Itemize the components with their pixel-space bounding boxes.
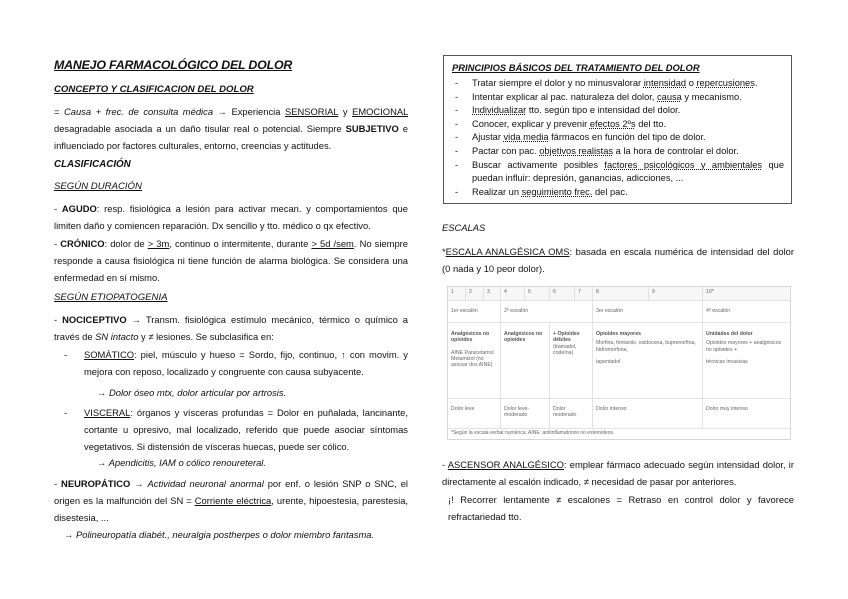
ladder-number: 10* <box>706 289 714 295</box>
somatico-example: → Dolor óseo mtx, dolor articular por artrosis. <box>97 387 287 398</box>
ladder-pain: Dolor leve <box>448 398 501 428</box>
list-item: - Tratar siempre el dolor y no minusvalorar intensidad o repercusiones. <box>444 77 790 91</box>
ladder-footnote: *Según la escala verbal numérica. AINE: antiinflamatorios no esteroideos. <box>451 430 615 436</box>
duration-heading: SEGÚN DURACIÓN <box>54 181 142 192</box>
ladder-col-2: Analgésicos no opioides <box>501 322 550 398</box>
list-item: - Ajustar vida media fármacos en función del tipo de dolor. <box>444 131 790 145</box>
principles-list <box>444 77 790 199</box>
ladder-pain: Dolor muy intenso <box>706 406 748 412</box>
oms-scale-paragraph: *ESCALA ANALGÉSICA OMS: basada en escala numérica de intensidad del dolor (0 nada y 10 peor dolor). <box>442 246 794 274</box>
ladder-number: 6 <box>550 287 575 300</box>
ladder-number: 9 <box>649 287 703 300</box>
list-item: - Pactar con pac. objetivos realistas a la hora de controlar el dolor. <box>444 145 790 159</box>
ladder-col-3: + Opioides débiles (tramadol, codeína) <box>550 322 593 398</box>
ladder-step: 1er escalón <box>448 300 501 322</box>
ladder-pain: Dolor leve-moderado <box>501 398 550 428</box>
ladder-number: 5 <box>525 287 550 300</box>
classification-heading: CLASIFICACIÓN <box>54 159 131 170</box>
ladder-step-row <box>448 300 790 323</box>
ladder-step: 3er escalón <box>593 300 703 322</box>
principles-heading: PRINCIPIOS BÁSICOS DEL TRATAMIENTO DEL DOLOR <box>452 62 700 73</box>
ladder-number: 8 <box>593 287 649 300</box>
principles-box <box>443 55 792 204</box>
etiology-heading: SEGÚN ETIOPATOGENIA <box>54 292 168 303</box>
ladder-pain: Dolor intenso <box>593 398 703 428</box>
ladder-number: 4 <box>501 287 525 300</box>
warning-paragraph: ¡! Recorrer lentamente ≠ escalones = Retraso en control dolor y favorece refractariedad tto. <box>448 494 794 522</box>
ladder-col-4: Opioides mayores Morfina, fentanilo, oxidocona, buprenorfina, hidromorfona, tapentadol <box>593 322 703 398</box>
ladder-number: 3 <box>484 287 501 300</box>
ladder-number: 2 <box>466 287 484 300</box>
visceral-term: VISCERAL <box>84 407 131 418</box>
definition-paragraph: = Causa + frec. de consulta médica → Experiencia SENSORIAL y EMOCIONAL desagradable asociada a un daño tisular real o potencial. Siempre SUBJETIVO e influenciado por factores culturales, entorno, creencias y actitudes. <box>54 106 408 151</box>
page-title: MANEJO FARMACOLÓGICO DEL DOLOR <box>54 58 293 72</box>
ladder-drug-row <box>448 322 790 399</box>
ladder-col-1: Analgésicos no opioides AINE Paracetamol Metamizol (no asociar dos AINE) <box>448 322 501 398</box>
ladder-col-5: Unidades del dolor Opioides mayores + analgésicos no opioides + técnicas invasivas <box>706 331 782 365</box>
ladder-step: 2º escalón <box>501 300 593 322</box>
visceral-example: → Apendicitis, IAM o cólico renoureteral. <box>97 457 266 468</box>
somatico-term: SOMÁTICO <box>84 349 135 360</box>
cronico-paragraph: - CRÓNICO: dolor de > 3m, continuo o intermitente, durante > 5d /sem. No siempre responde a causa fisiológica ni tiene función de alarma biológica. Se considera una enfermedad en sí mismo. <box>54 238 409 283</box>
list-item: - Realizar un seguimiento frec. del pac. <box>444 186 790 200</box>
concept-heading: CONCEPTO Y CLASIFICACION DEL DOLOR <box>54 84 254 95</box>
list-item: - Conocer, explicar y prevenir efectos 2ºs del tto. <box>444 118 790 132</box>
ladder-pain-row <box>448 398 790 429</box>
ladder-number: 7 <box>575 287 593 300</box>
list-item: - Individualizar tto. según tipo e intensidad del dolor. <box>444 104 790 118</box>
agudo-paragraph: - AGUDO: resp. fisiológica a lesión para activar mecan. y comportamientos que limiten daño y comiencen reparación. Dx sencillo y tto. médico o qx efectivo. <box>54 203 408 231</box>
nociceptivo-paragraph: - NOCICEPTIVO → Transm. fisiológica estímulo mecánico, térmico o químico a través de SN intacto y ≠ lesiones. Se subclasifica en: <box>54 314 408 342</box>
ladder-step: 4º escalón <box>706 308 731 314</box>
ladder-pain: Dolor moderado <box>550 398 593 428</box>
neuropatico-example: → Polineuropatía diabét., neuralgia postherpes o dolor miembro fantasma. <box>64 529 375 540</box>
list-item: - Buscar activamente posibles factores psicológicos y ambientales que puedan influir: depresión, ganancias, adicciones, ... <box>444 159 790 186</box>
ladder-number-row <box>448 287 790 301</box>
scales-heading: ESCALAS <box>442 222 486 233</box>
somatico-item: - SOMÁTICO: piel, músculo y hueso = Sordo, fijo, continuo, ↑ con movim. y mejora con reposo, localizado y congruente con causa subyacente. <box>64 349 408 377</box>
visceral-item: - VISCERAL: órganos y vísceras profundas = Dolor en puñalada, lancinante, cortante u opresivo, mal localizado, referido que puede asociar síntomas vegetativos. Si distensión de vísceras huecas, puede ser cólico. <box>64 407 408 452</box>
ascensor-paragraph: - ASCENSOR ANALGÉSICO: emplear fármaco adecuado según intensidad dolor, ir directamente al escalón indicado, ≠ necesidad de pasar por anteriores. <box>442 459 794 487</box>
neuropatico-paragraph: - NEUROPÁTICO → Actividad neuronal anormal por enf. o lesión SNP o SNC, el origen es la malfunción del SN = Corriente eléctrica, urente, hipoestesia, parestesia, disestesia, ... <box>54 478 409 523</box>
analgesic-ladder-table <box>447 286 791 440</box>
list-item: - Intentar explicar al pac. naturaleza del dolor, causa y mecanismo. <box>444 91 790 105</box>
ladder-number: 1 <box>448 287 466 300</box>
